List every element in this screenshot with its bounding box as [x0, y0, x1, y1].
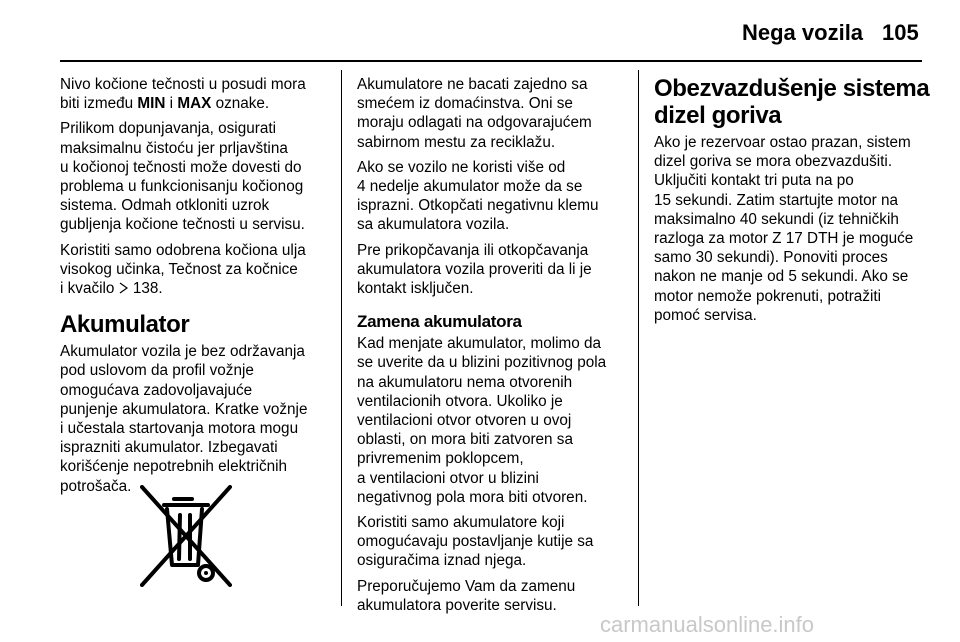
text-line: i učestala startovanja motora mogu	[60, 420, 299, 438]
text-line: pomoć servisa.	[654, 306, 757, 324]
max-mark: MAX	[177, 95, 212, 113]
text-line: oblasti, on mora biti zatvoren sa	[357, 431, 573, 449]
text-line: u kočionoj tečnosti može dovesti do	[60, 158, 302, 176]
text-line: visokog učinka, Tečnost za kočnice	[60, 260, 298, 278]
text-line: ventilacioni otvor otvoren u ovoj	[357, 412, 572, 430]
text-fragment: i kvačilo	[60, 280, 119, 298]
paragraph-disposal	[357, 75, 627, 152]
page-number: 105	[882, 20, 919, 45]
text-line: akumulatora poverite servisu.	[357, 596, 557, 614]
paragraph-brake-oil	[60, 241, 325, 299]
text-line: korišćenje nepotrebnih električnih	[60, 458, 288, 476]
running-header-title: Nega vozila	[742, 20, 864, 45]
text-line: osiguračima iznad njega.	[357, 552, 527, 570]
text-line: potrošača.	[60, 477, 132, 495]
paragraph-unused-vehicle	[357, 158, 627, 235]
subheading-battery-replacement: Zamena akumulatora	[357, 312, 522, 332]
heading-line: Obezvazdušenje sistema	[654, 75, 930, 102]
text-line: problema u funkcionisanju kočionog	[60, 178, 304, 196]
text-line: maksimalnu čistoću jer prljavština	[60, 139, 288, 157]
text-line: razloga za motor Z 17 DTH je moguće	[654, 230, 914, 248]
text-line: sistema. Odmah otkloniti uzrok	[60, 197, 270, 215]
column-2	[357, 75, 627, 621]
section-heading-diesel-bleeding	[654, 75, 930, 129]
paragraph-fuse-box	[357, 513, 627, 571]
text-line: Akumulatore ne bacati zajedno sa	[357, 76, 588, 93]
brake-fluid-level-paragraph	[60, 75, 325, 113]
text-line: maksimalno 40 sekundi (iz tehničkih	[654, 210, 899, 228]
text-line: nakon ne manje od 5 sekundi. Ako se	[654, 268, 909, 286]
column-divider-1	[341, 70, 342, 606]
text-line: omogućavaju postavljanje kutije sa	[357, 533, 594, 551]
text-line: a ventilacioni otvor u blizini	[357, 469, 539, 487]
text-line: punjenje akumulatora. Kratke vožnje	[60, 400, 308, 418]
text-line: 4 nedelje akumulator može da se	[357, 178, 583, 196]
text-line: moraju odlagati na odgovarajućem	[357, 114, 592, 132]
text-line: Nivo kočione tečnosti u posudi mora	[60, 76, 306, 93]
text-line: Koristiti samo odobrena kočiona ulja	[60, 241, 306, 259]
paragraph-vent-openings	[357, 334, 627, 507]
column-divider-2	[638, 70, 639, 606]
text-line: Preporučujemo Vam da zamenu	[357, 577, 576, 595]
paragraph-battery	[60, 342, 325, 496]
text-line: negativnog pola mora biti otvoren.	[357, 488, 588, 506]
column-1	[60, 75, 325, 502]
column-3	[654, 75, 930, 331]
paragraph-cleanliness	[60, 119, 325, 234]
text-line: Uključiti kontakt tri puta na po	[654, 172, 854, 190]
text-line: omogućava zadovoljavajuće	[60, 381, 253, 399]
text-line: smećem iz domaćinstva. Oni se	[357, 95, 573, 113]
text-line: kontakt isključen.	[357, 280, 474, 298]
text-line: gubljenja kočione tečnosti u servisu.	[60, 216, 305, 234]
text-line: samo 30 sekundi). Ponoviti proces	[654, 249, 888, 267]
section-heading-akumulator: Akumulator	[60, 311, 190, 339]
arrow-ref-icon	[119, 280, 129, 297]
paragraph-diesel-bleeding	[654, 133, 926, 325]
text-line: Kad menjate akumulator, molimo da	[357, 335, 602, 353]
text-line: isprazni. Otkopčati negativnu klemu	[357, 197, 599, 215]
text-line: isprazniti akumulator. Izbegavati	[60, 439, 278, 457]
text-line: dizel goriva se mora obezvazdušiti.	[654, 153, 893, 171]
text-line: ventilacionih otvora. Ukoliko je	[357, 392, 563, 410]
heading-line: dizel goriva	[654, 102, 782, 129]
text-line: motor nemože pokrenuti, potražiti	[654, 287, 882, 305]
text-line: Akumulator vozila je bez održavanja	[60, 343, 305, 361]
watermark: carmanualsonline.info	[600, 612, 815, 637]
text-line: 15 sekundi. Zatim startujte motor na	[654, 191, 899, 209]
text-line: Pre prikopčavanja ili otkopčavanja	[357, 241, 589, 259]
text-line: na akumulatoru nema otvorenih	[357, 373, 573, 391]
text-line: biti između MIN i MAX oznake.	[60, 95, 270, 113]
text-line	[60, 279, 325, 298]
text-line: akumulatora vozila proveriti da li je	[357, 260, 592, 278]
paragraph-service-recommendation	[357, 577, 627, 615]
text-line: privremenim poklopcem,	[357, 450, 524, 468]
paragraph-ignition-off	[357, 241, 627, 299]
header-divider	[60, 60, 922, 62]
page-reference[interactable]: 138.	[132, 280, 163, 298]
crossed-out-wheelie-bin-icon	[140, 485, 232, 587]
text-line: sa akumulatora vozila.	[357, 216, 510, 234]
min-mark: MIN	[137, 95, 166, 113]
text-line: Prilikom dopunjavanja, osigurati	[60, 120, 276, 138]
text-line: Ako se vozilo ne koristi više od	[357, 158, 566, 176]
text-line: pod uslovom da profil vožnje	[60, 362, 254, 380]
text-line: se uverite da u blizini pozitivnog pola	[357, 354, 607, 372]
text-line: Ako je rezervoar ostao prazan, sistem	[654, 134, 911, 151]
text-line: Koristiti samo akumulatore koji	[357, 514, 565, 532]
text-line: sabirnom mestu za reciklažu.	[357, 133, 556, 151]
